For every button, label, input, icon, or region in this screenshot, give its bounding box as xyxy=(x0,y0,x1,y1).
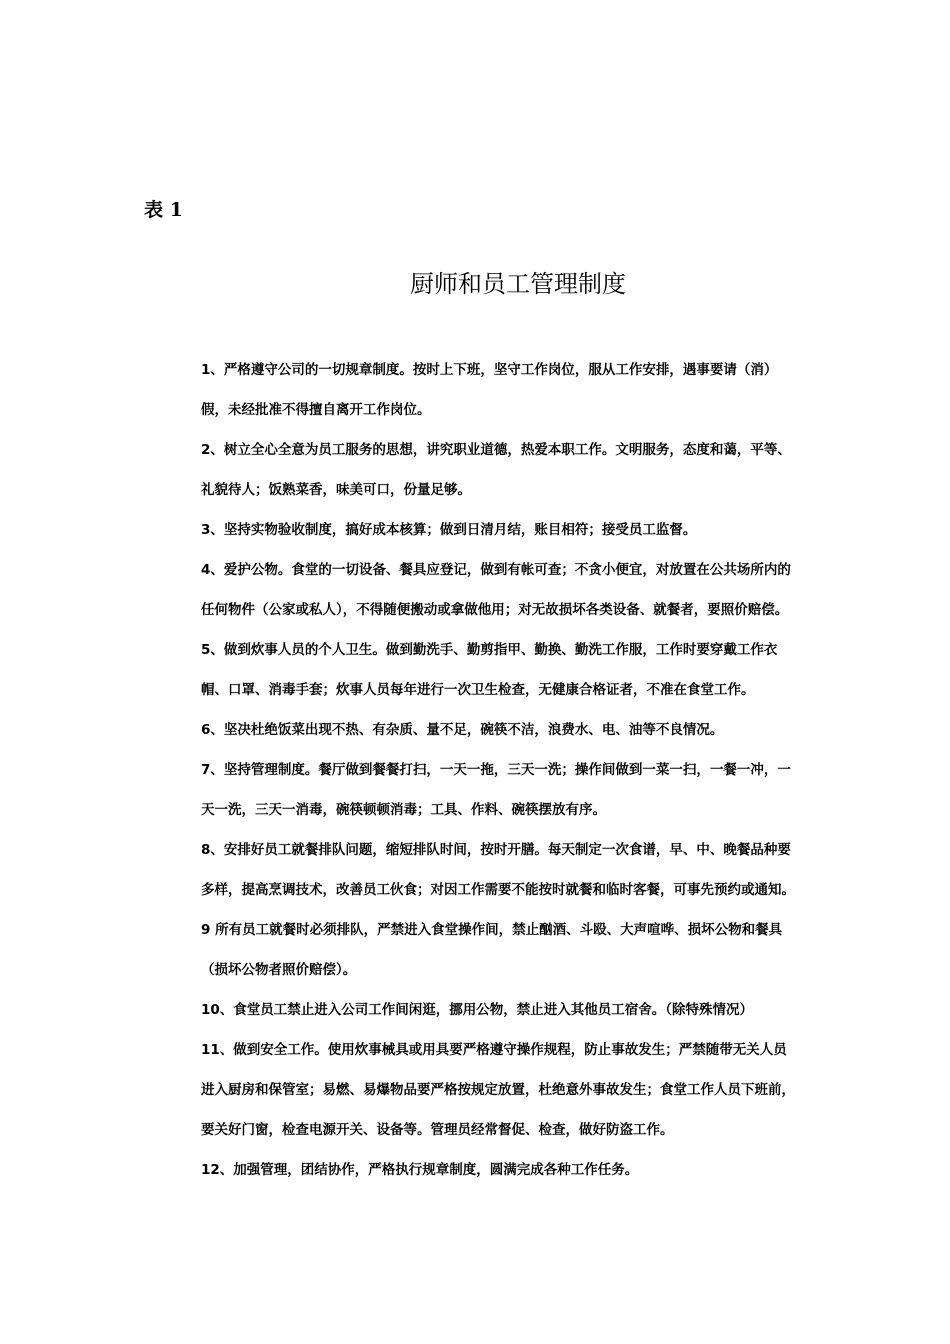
rule-8-line-1: 8、安排好员工就餐排队问题，缩短排队时间，按时开膳。每天制定一次食谱，早、中、晚餐品种要 xyxy=(201,842,791,858)
rule-1-line-2: 假，未经批准不得擅自离开工作岗位。 xyxy=(201,402,431,418)
rule-5-line-1: 5、做到炊事人员的个人卫生。做到勤洗手、勤剪指甲、勤换、勤洗工作服，工作时要穿戴工作衣 xyxy=(201,642,778,658)
rule-4-line-1: 4、爱护公物。食堂的一切设备、餐具应登记，做到有帐可查；不贪小便宜，对放置在公共场所内的 xyxy=(201,562,791,578)
rule-6-line-1: 6、坚决杜绝饭菜出现不热、有杂质、量不足，碗筷不洁，浪费水、电、油等不良情况。 xyxy=(201,722,724,738)
rules-list xyxy=(201,356,841,1196)
rule-3-line-1: 3、坚持实物验收制度，搞好成本核算；做到日清月结，账目相符；接受员工监督。 xyxy=(201,522,697,538)
rule-4-line-2: 任何物件（公家或私人），不得随便搬动或拿做他用；对无故损坏各类设备、就餐者，要照价赔偿。 xyxy=(201,602,789,618)
rule-7-line-2: 天一洗，三天一消毒，碗筷顿顿消毒；工具、作料、碗筷摆放有序。 xyxy=(201,802,606,818)
rule-5-line-2: 帽、口罩、消毒手套；炊事人员每年进行一次卫生检查，无健康合格证者，不准在食堂工作。 xyxy=(201,682,755,698)
rule-11-line-2: 进入厨房和保管室；易燃、易爆物品要严格按规定放置，杜绝意外事故发生；食堂工作人员下班前， xyxy=(201,1082,795,1098)
rule-11-line-3: 要关好门窗，检查电源开关、设备等。管理员经常督促、检查，做好防盗工作。 xyxy=(201,1122,674,1138)
rule-9-line-2: （损坏公物者照价赔偿）。 xyxy=(201,962,357,978)
rule-10-line-1: 10、食堂员工禁止进入公司工作间闲逛，挪用公物，禁止进入其他员工宿舍。（除特殊情况） xyxy=(201,1002,754,1018)
rule-2-line-1: 2、树立全心全意为员工服务的思想，讲究职业道德，热爱本职工作。文明服务，态度和蔼，平等、 xyxy=(201,442,791,458)
rule-9-line-1: 9 所有员工就餐时必须排队，严禁进入食堂操作间，禁止酗酒、斗殴、大声喧哗、损坏公物和餐具 xyxy=(201,922,783,938)
rule-7-line-1: 7、坚持管理制度。餐厅做到餐餐打扫，一天一拖，三天一洗；操作间做到一菜一扫，一餐一冲，一 xyxy=(201,762,791,778)
rule-11-line-1: 11、做到安全工作。使用炊事械具或用具要严格遵守操作规程，防止事故发生；严禁随带无关人员 xyxy=(201,1042,787,1058)
rule-12-line-1: 12、加强管理，团结协作，严格执行规章制度，圆满完成各种工作任务。 xyxy=(201,1162,639,1178)
rule-8-line-2: 多样，提高烹调技术，改善员工伙食；对因工作需要不能按时就餐和临时客餐，可事先预约或通知。 xyxy=(201,882,795,898)
rule-1-line-1: 1、严格遵守公司的一切规章制度。按时上下班，坚守工作岗位，服从工作安排，遇事要请（消） xyxy=(201,362,778,378)
table-label: 表 1 xyxy=(144,199,183,221)
rule-2-line-2: 礼貌待人；饭熟菜香，味美可口，份量足够。 xyxy=(201,482,471,498)
document-title: 厨师和员工管理制度 xyxy=(410,270,626,298)
